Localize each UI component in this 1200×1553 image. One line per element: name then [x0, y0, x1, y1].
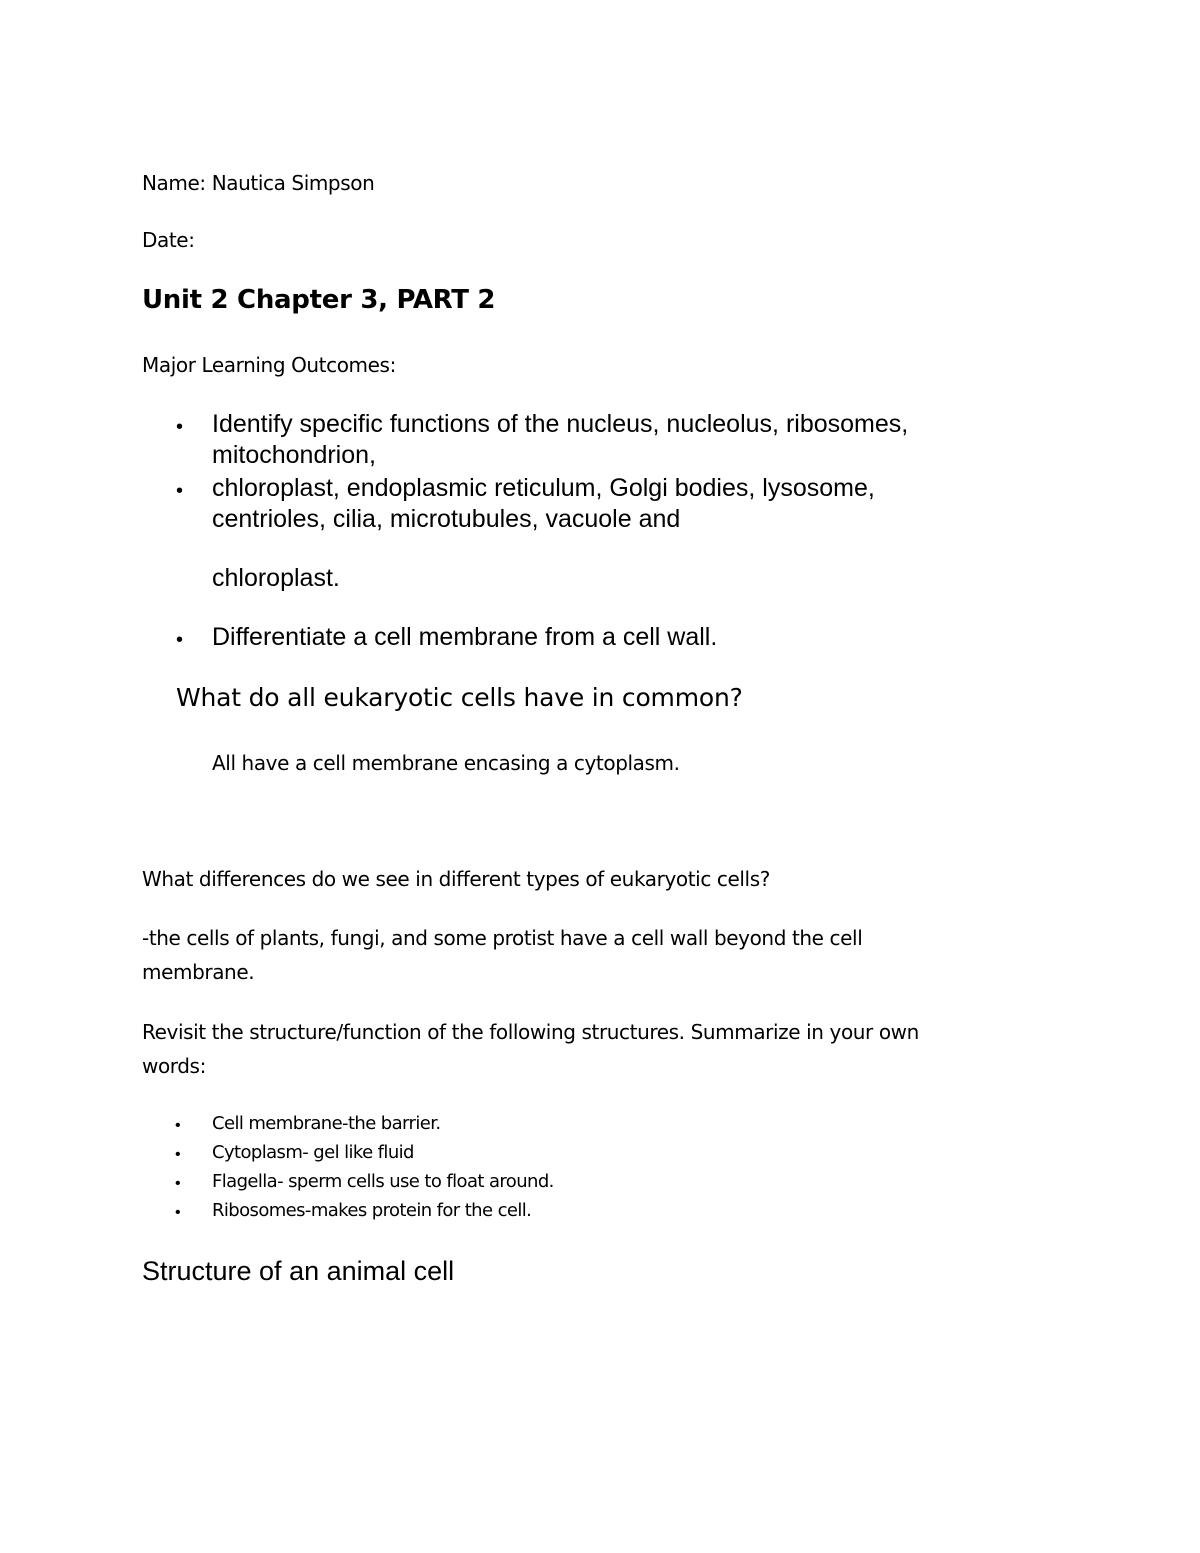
page-title: Unit 2 Chapter 3, PART 2 [142, 285, 496, 315]
answer-differences-line-1: -the cells of plants, fungi, and some protist have a cell wall beyond the cell [142, 926, 863, 950]
revisit-instructions-line-2: words: [142, 1054, 206, 1078]
outcome-item-2-line-1: chloroplast, endoplasmic reticulum, Golgi bodies, lysosome, [212, 474, 875, 502]
bullet-glyph: • [175, 1117, 181, 1134]
outcome-item-1-line-1: Identify specific functions of the nucleus, nucleolus, ribosomes, [212, 410, 909, 438]
question-common-features: What do all eukaryotic cells have in common? [176, 683, 743, 712]
bullet-glyph: • [176, 629, 184, 651]
summary-item-ribosomes: Ribosomes-makes protein for the cell. [212, 1200, 532, 1221]
bullet-glyph: • [175, 1146, 181, 1163]
outcome-item-1-line-2: mitochondrion, [212, 441, 376, 469]
bullet-glyph: • [176, 416, 184, 438]
outcomes-heading: Major Learning Outcomes: [142, 353, 396, 377]
summary-item-cytoplasm: Cytoplasm- gel like fluid [212, 1142, 414, 1163]
answer-common-features: All have a cell membrane encasing a cytoplasm. [212, 751, 680, 775]
answer-differences-line-2: membrane. [142, 960, 255, 984]
bullet-glyph: • [175, 1204, 181, 1221]
outcome-item-3: Differentiate a cell membrane from a cell wall. [212, 623, 718, 651]
bullet-glyph: • [176, 480, 184, 502]
summary-item-cell-membrane: Cell membrane-the barrier. [212, 1113, 441, 1134]
section-heading-animal-cell: Structure of an animal cell [142, 1256, 455, 1286]
revisit-instructions-line-1: Revisit the structure/function of the following structures. Summarize in your own [142, 1020, 919, 1044]
question-differences: What differences do we see in different types of eukaryotic cells? [142, 867, 770, 891]
date-line: Date: [142, 228, 195, 252]
outcome-item-2-line-3: chloroplast. [212, 564, 340, 592]
bullet-glyph: • [175, 1175, 181, 1192]
summary-item-flagella: Flagella- sperm cells use to float around. [212, 1171, 554, 1192]
name-line: Name: Nautica Simpson [142, 171, 375, 195]
outcome-item-2-line-2: centrioles, cilia, microtubules, vacuole and [212, 505, 681, 533]
